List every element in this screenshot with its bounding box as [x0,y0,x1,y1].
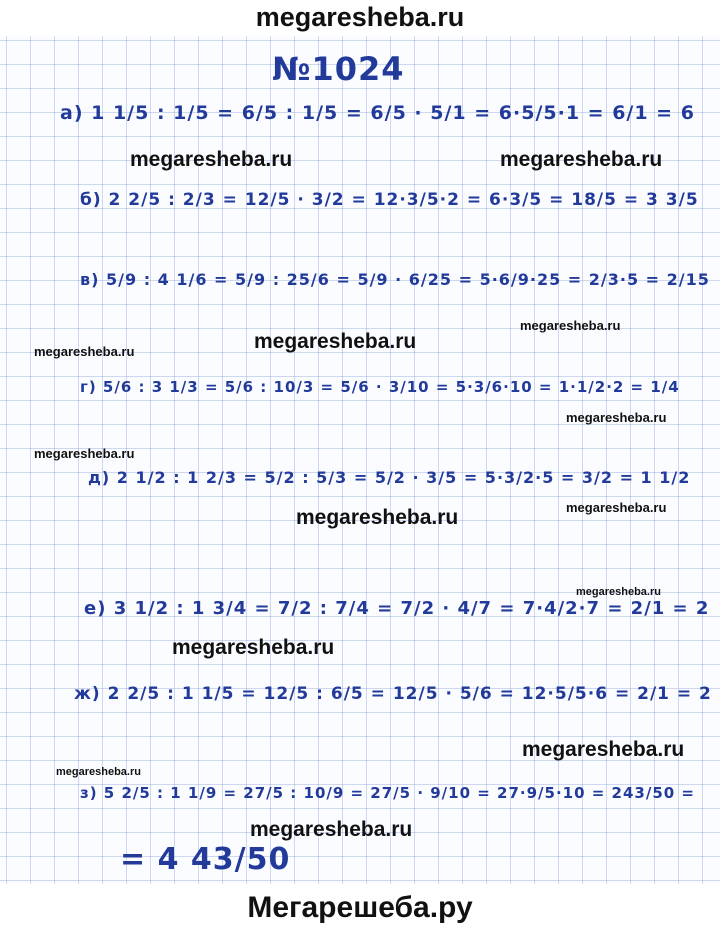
watermark: megaresheba.ru [522,738,685,761]
solution-z-result: = 4 43/50 [120,842,291,877]
solution-g: г) 5/6 : 3 1/3 = 5/6 : 10/3 = 5/6 · 3/10 = 5·3/6·10 = 1·1/2·2 = 1/4 [80,378,680,396]
watermark: megaresheba.ru [130,148,293,171]
watermark: megaresheba.ru [566,410,667,425]
watermark: megaresheba.ru [576,586,661,598]
solution-z: з) 5 2/5 : 1 1/9 = 27/5 : 10/9 = 27/5 · 9/10 = 27·9/5·10 = 243/50 = [80,784,696,802]
watermark: megaresheba.ru [34,344,135,359]
solution-d: д) 2 1/2 : 1 2/3 = 5/2 : 5/3 = 5/2 · 3/5 = 5·3/2·5 = 3/2 = 1 1/2 [88,468,691,487]
watermark: megaresheba.ru [566,500,667,515]
solution-e: е) 3 1/2 : 1 3/4 = 7/2 : 7/4 = 7/2 · 4/7 = 7·4/2·7 = 2/1 = 2 [84,598,710,619]
site-header: megaresheba.ru [0,0,720,36]
watermark: megaresheba.ru [250,818,413,841]
watermark: megaresheba.ru [56,766,141,778]
solution-a: а) 1 1/5 : 1/5 = 6/5 : 1/5 = 6/5 · 5/1 = 6·5/5·1 = 6/1 = 6 [60,102,695,124]
solution-v: в) 5/9 : 4 1/6 = 5/9 : 25/6 = 5/9 · 6/25 = 5·6/9·25 = 2/3·5 = 2/15 [80,270,710,289]
solution-b: б) 2 2/5 : 2/3 = 12/5 · 3/2 = 12·3/5·2 = 6·3/5 = 18/5 = 3 3/5 [80,190,699,210]
site-footer: Мегарешеба.ру [0,884,720,929]
watermark: megaresheba.ru [520,318,621,333]
watermark: megaresheba.ru [500,148,663,171]
watermark: megaresheba.ru [172,636,335,659]
watermark: megaresheba.ru [254,330,417,353]
task-number: №1024 [272,50,405,88]
watermark: megaresheba.ru [296,506,459,529]
watermark: megaresheba.ru [34,446,135,461]
solution-zh: ж) 2 2/5 : 1 1/5 = 12/5 : 6/5 = 12/5 · 5/6 = 12·5/5·6 = 2/1 = 2 [74,684,712,704]
